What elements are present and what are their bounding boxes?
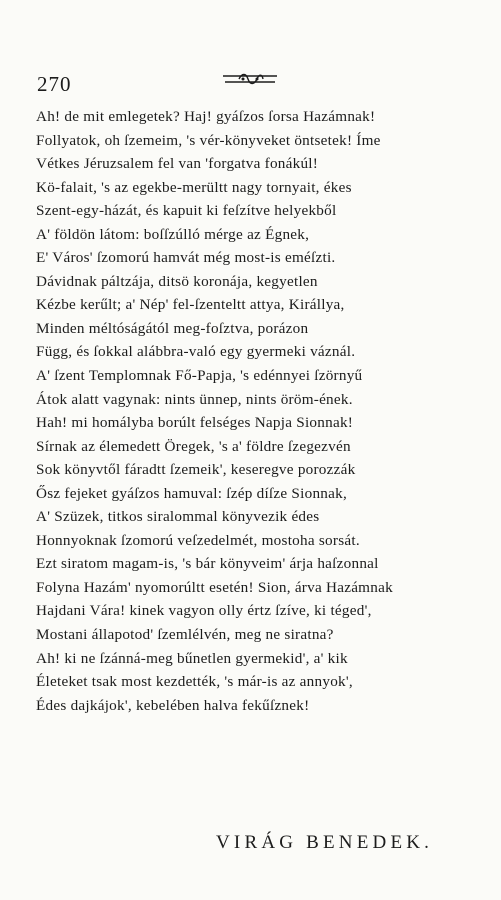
poem-line: Sok könyvtől fáradtt ſzemeik', keseregve porozzák — [36, 461, 356, 479]
poem-line: Függ, és ſokkal alábbra-való egy gyermeki váznál. — [36, 343, 356, 361]
poem-line: Sírnak az élemedett Öregek, 's a' földre ſzegezvén — [36, 437, 351, 455]
poem-line: Ezt siratom magam-is, 's bár könyveim' árja haſzonnal — [36, 555, 379, 573]
page-number: 270 — [37, 72, 72, 96]
poem-line: A' földön látom: boſſzúlló mérge az Égnek, — [36, 225, 310, 243]
poem-line: Ah! ki ne ſzánná-meg bűnetlen gyermekid', a' kik — [36, 649, 348, 667]
poem-line: Hajdani Vára! kinek vagyon olly értz ſzíve, ki téged', — [36, 602, 372, 620]
poem-line: Dávidnak páltzája, ditsö koronája, kegyetlen — [36, 272, 318, 290]
poem-line: Follyatok, oh ſzemeim, 's vér-könyveket öntsetek! Íme — [36, 131, 381, 149]
poem-line: Hah! mi homályba borúlt felséges Napja Sionnak! — [36, 414, 354, 432]
poem-line: Ősz fejeket gyáſzos hamuval: ſzép díſze Sionnak, — [36, 484, 348, 502]
poem-line: Kézbe kerűlt; a' Nép' fel-ſzenteltt attya, Királlya, — [36, 296, 345, 314]
poem-line: Édes dajkájok', kebelében halva fekűſznek! — [36, 696, 310, 714]
poem-line: E' Város' ſzomorú hamvát még most-is eméſzti. — [36, 249, 336, 267]
poem-line: Átok alatt vagynak: nints ünnep, nints öröm-ének. — [36, 390, 353, 408]
dashed-rule-ornament-icon — [222, 70, 278, 88]
poem-line: Minden méltóságától meg-foſztva, porázon — [36, 319, 309, 337]
poem-line: A' Szüzek, titkos siralommal könyvezik édes — [36, 508, 320, 526]
poem-line: A' ſzent Templomnak Fő-Papja, 's edénnyei ſzörnyű — [36, 367, 363, 385]
poem-line: Életeket tsak most kezdették, 's már-is az annyok', — [36, 673, 353, 691]
poem-line: Kö-falait, 's az egekbe-merültt nagy tornyait, ékes — [36, 178, 352, 196]
poem-line: Ah! de mit emlegetek? Haj! gyáſzos ſorsa Hazámnak! — [36, 108, 376, 125]
poem-line: Folyna Hazám' nyomorúltt esetén! Sion, árva Hazámnak — [36, 578, 393, 596]
poem-line: Honnyoknak ſzomorú veſzedelmét, mostoha sorsát. — [36, 531, 360, 549]
poem-line: Vétkes Jéruzsalem fel van 'forgatva fonákúl! — [36, 155, 319, 173]
poem-line: Szent-egy-házát, és kapuit ki feſzítve helyekből — [36, 202, 337, 220]
poem-text — [36, 105, 476, 717]
poem-line: Mostani állapotod' ſzemlélvén, meg ne siratna? — [36, 626, 334, 644]
author-signature: VIRÁG BENEDEK. — [216, 832, 434, 853]
